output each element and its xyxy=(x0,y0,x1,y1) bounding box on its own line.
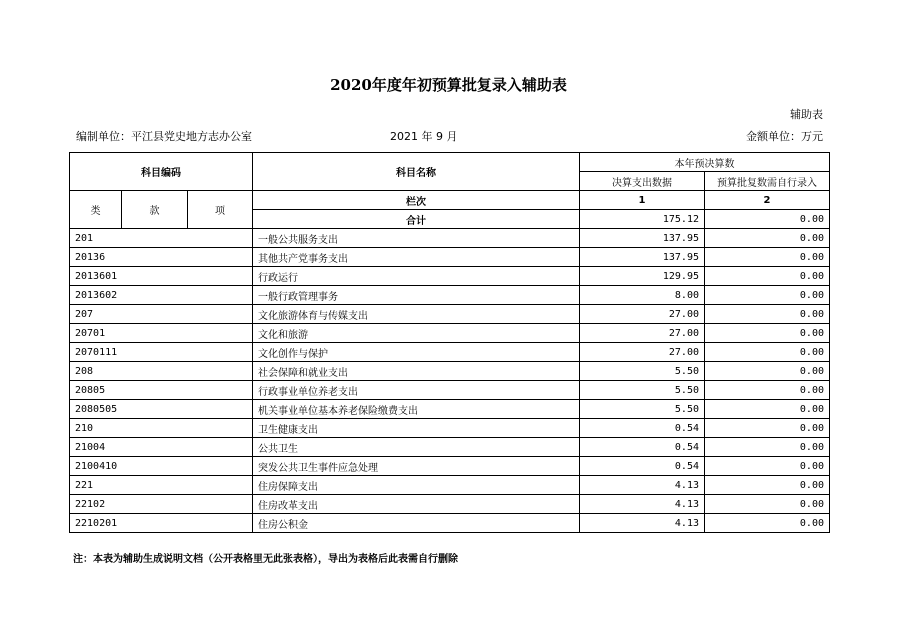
row-code: 2070111 xyxy=(70,343,253,362)
row-name: 公共卫生 xyxy=(253,438,580,457)
row-v2: 0.00 xyxy=(705,514,830,533)
row-v2: 0.00 xyxy=(705,476,830,495)
report-date: 2021 年 9 月 xyxy=(390,130,458,143)
table-row xyxy=(70,381,830,400)
header-kuan: 款 xyxy=(122,191,188,229)
row-name: 一般公共服务支出 xyxy=(253,229,580,248)
row-v1: 0.54 xyxy=(580,438,705,457)
table-row xyxy=(70,286,830,305)
header-col2: 预算批复数需自行录入 xyxy=(705,172,830,191)
preparing-unit: 编制单位：平江县党史地方志办公室 xyxy=(76,130,252,143)
row-code: 20805 xyxy=(70,381,253,400)
row-name: 文化和旅游 xyxy=(253,324,580,343)
row-code: 20136 xyxy=(70,248,253,267)
row-v2: 0.00 xyxy=(705,343,830,362)
row-name: 文化旅游体育与传媒支出 xyxy=(253,305,580,324)
row-code: 201 xyxy=(70,229,253,248)
row-v1: 4.13 xyxy=(580,514,705,533)
row-v2: 0.00 xyxy=(705,324,830,343)
row-v1: 5.50 xyxy=(580,400,705,419)
row-v2: 0.00 xyxy=(705,419,830,438)
row-v1: 27.00 xyxy=(580,324,705,343)
header-code: 科目编码 xyxy=(70,153,253,191)
table-row xyxy=(70,419,830,438)
row-v1: 5.50 xyxy=(580,381,705,400)
header-lei: 类 xyxy=(70,191,122,229)
row-v1: 8.00 xyxy=(580,286,705,305)
row-name: 社会保障和就业支出 xyxy=(253,362,580,381)
row-v2: 0.00 xyxy=(705,438,830,457)
aux-table-label: 辅助表 xyxy=(790,108,823,121)
row-name: 其他共产党事务支出 xyxy=(253,248,580,267)
table-row xyxy=(70,476,830,495)
row-v2: 0.00 xyxy=(705,400,830,419)
table-row xyxy=(70,343,830,362)
row-code: 2100410 xyxy=(70,457,253,476)
row-code: 210 xyxy=(70,419,253,438)
row-name: 一般行政管理事务 xyxy=(253,286,580,305)
row-v1: 137.95 xyxy=(580,229,705,248)
table-row xyxy=(70,495,830,514)
row-code: 20701 xyxy=(70,324,253,343)
table-row xyxy=(70,514,830,533)
row-name: 行政运行 xyxy=(253,267,580,286)
row-v2: 0.00 xyxy=(705,362,830,381)
table-row xyxy=(70,400,830,419)
row-code: 22102 xyxy=(70,495,253,514)
row-v1: 129.95 xyxy=(580,267,705,286)
row-v2: 0.00 xyxy=(705,381,830,400)
row-code: 2210201 xyxy=(70,514,253,533)
table-row xyxy=(70,457,830,476)
table-row xyxy=(70,362,830,381)
row-v2: 0.00 xyxy=(705,457,830,476)
total-label: 合计 xyxy=(253,210,580,229)
header-name: 科目名称 xyxy=(253,153,580,191)
row-v1: 27.00 xyxy=(580,343,705,362)
table-row xyxy=(70,248,830,267)
row-v1: 27.00 xyxy=(580,305,705,324)
row-code: 208 xyxy=(70,362,253,381)
table-row xyxy=(70,438,830,457)
header-xiang: 项 xyxy=(188,191,253,229)
row-code: 2080505 xyxy=(70,400,253,419)
header-n1: 1 xyxy=(580,191,705,210)
row-v1: 5.50 xyxy=(580,362,705,381)
row-v1: 4.13 xyxy=(580,495,705,514)
header-col1: 决算支出数据 xyxy=(580,172,705,191)
row-code: 207 xyxy=(70,305,253,324)
page-title: 2020年度年初预算批复录入辅助表 xyxy=(330,76,567,94)
row-v1: 137.95 xyxy=(580,248,705,267)
row-name: 机关事业单位基本养老保险缴费支出 xyxy=(253,400,580,419)
row-name: 住房改革支出 xyxy=(253,495,580,514)
row-name: 卫生健康支出 xyxy=(253,419,580,438)
table-row xyxy=(70,267,830,286)
row-code: 21004 xyxy=(70,438,253,457)
total-v1: 175.12 xyxy=(580,210,705,229)
row-code: 2013601 xyxy=(70,267,253,286)
row-v2: 0.00 xyxy=(705,495,830,514)
row-code: 221 xyxy=(70,476,253,495)
budget-table xyxy=(69,152,830,533)
row-name: 文化创作与保护 xyxy=(253,343,580,362)
total-v2: 0.00 xyxy=(705,210,830,229)
table-row xyxy=(70,305,830,324)
row-code: 2013602 xyxy=(70,286,253,305)
row-v1: 0.54 xyxy=(580,419,705,438)
row-v2: 0.00 xyxy=(705,267,830,286)
row-name: 住房保障支出 xyxy=(253,476,580,495)
header-row-3 xyxy=(70,191,830,210)
amount-unit: 金额单位：万元 xyxy=(746,130,823,143)
row-v2: 0.00 xyxy=(705,248,830,267)
row-v1: 4.13 xyxy=(580,476,705,495)
row-v1: 0.54 xyxy=(580,457,705,476)
row-name: 突发公共卫生事件应急处理 xyxy=(253,457,580,476)
header-group: 本年预决算数 xyxy=(580,153,830,172)
row-name: 住房公积金 xyxy=(253,514,580,533)
table-row xyxy=(70,229,830,248)
row-v2: 0.00 xyxy=(705,229,830,248)
row-name: 行政事业单位养老支出 xyxy=(253,381,580,400)
row-v2: 0.00 xyxy=(705,305,830,324)
table-row xyxy=(70,324,830,343)
header-n2: 2 xyxy=(705,191,830,210)
header-row-1 xyxy=(70,153,830,172)
header-lanci: 栏次 xyxy=(253,191,580,210)
footnote: 注：本表为辅助生成说明文档（公开表格里无此张表格），导出为表格后此表需自行删除 xyxy=(73,554,458,565)
row-v2: 0.00 xyxy=(705,286,830,305)
